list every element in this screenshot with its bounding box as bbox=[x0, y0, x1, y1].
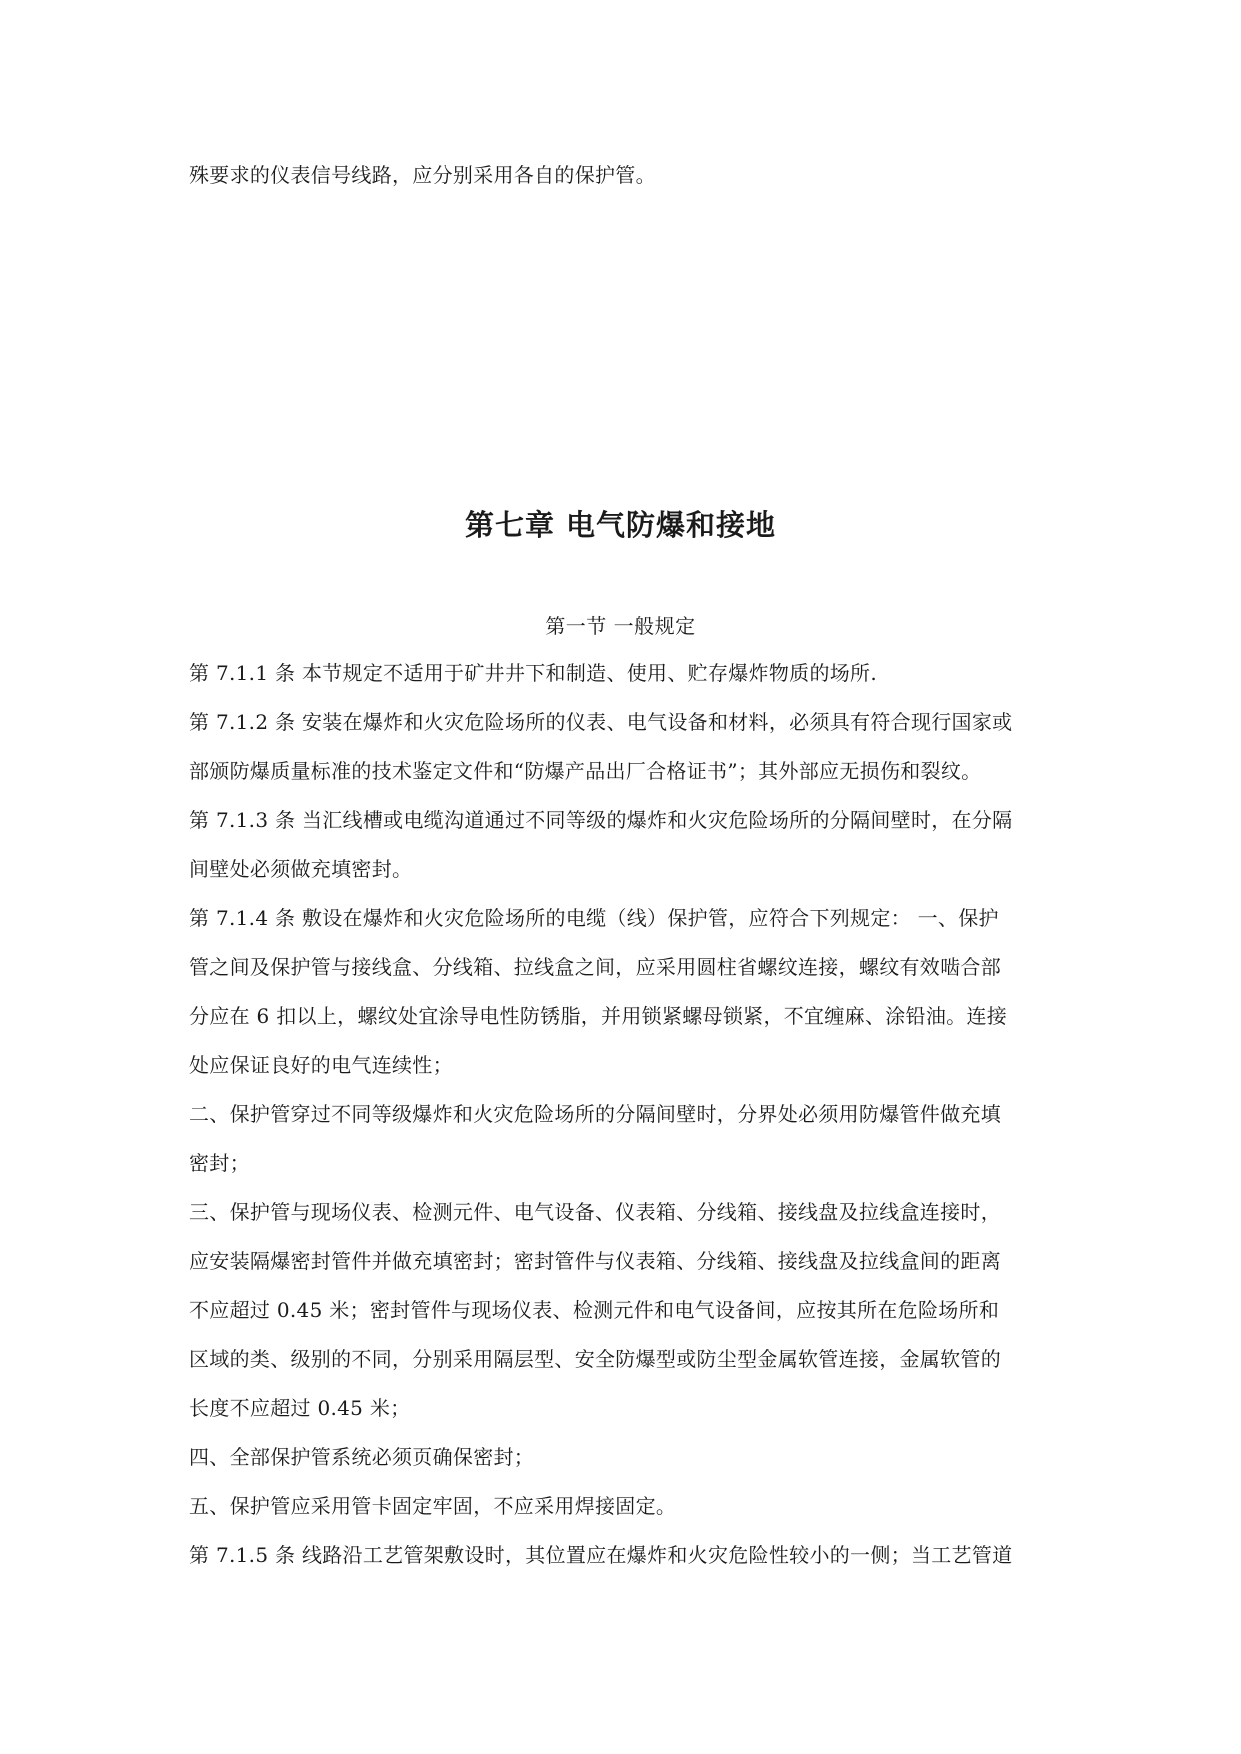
text-line: 不应超过 0.45 米；密封管件与现场仪表、检测元件和电气设备间，应按其所在危险场所和 bbox=[189, 1298, 1000, 1322]
text-line: 应安装隔爆密封管件并做充填密封；密封管件与仪表箱、分线箱、接线盘及拉线盒间的距离 bbox=[189, 1249, 1001, 1273]
text-line: 第 7.1.1 条 本节规定不适用于矿井井下和制造、使用、贮存爆炸物质的场所. bbox=[189, 661, 878, 685]
text-line: 第 7.1.4 条 敷设在爆炸和火灾危险场所的电缆（线）保护管，应符合下列规定： 一、保护 bbox=[189, 906, 999, 930]
text-line: 第 7.1.3 条 当汇线槽或电缆沟道通过不同等级的爆炸和火灾危险场所的分隔间壁时，在分隔 bbox=[189, 808, 1013, 832]
text-line: 区域的类、级别的不同，分别采用隔层型、安全防爆型或防尘型金属软管连接，金属软管的 bbox=[189, 1347, 1001, 1371]
text-line: 分应在 6 扣以上，螺纹处宜涂导电性防锈脂，并用锁紧螺母锁紧，不宜缠麻、涂铅油。连接 bbox=[189, 1004, 1008, 1028]
paragraph-continuation: 殊要求的仪表信号线路，应分别采用各自的保护管。 bbox=[189, 163, 656, 187]
text-line: 二、保护管穿过不同等级爆炸和火灾危险场所的分隔间壁时，分界处必须用防爆管件做充填 bbox=[189, 1102, 1001, 1126]
text-line: 部颁防爆质量标准的技术鉴定文件和“防爆产品出厂合格证书”；其外部应无损伤和裂纹。 bbox=[189, 759, 982, 783]
text-line: 长度不应超过 0.45 米； bbox=[189, 1396, 411, 1420]
text-line: 管之间及保护管与接线盒、分线箱、拉线盒之间，应采用圆柱省螺纹连接，螺纹有效啮合部 bbox=[189, 955, 1001, 979]
text-line: 第 7.1.2 条 安装在爆炸和火灾危险场所的仪表、电气设备和材料，必须具有符合现行国家或 bbox=[189, 710, 1013, 734]
text-line: 三、保护管与现场仪表、检测元件、电气设备、仪表箱、分线箱、接线盘及拉线盒连接时， bbox=[189, 1200, 1001, 1224]
text-line: 间壁处必须做充填密封。 bbox=[189, 857, 413, 881]
text-line: 处应保证良好的电气连续性； bbox=[189, 1053, 453, 1077]
text-line: 密封； bbox=[189, 1151, 250, 1175]
text-line: 五、保护管应采用管卡固定牢固，不应采用焊接固定。 bbox=[189, 1494, 677, 1518]
text-line: 四、全部保护管系统必须页确保密封； bbox=[189, 1445, 535, 1469]
text-line: 第 7.1.5 条 线路沿工艺管架敷设时，其位置应在爆炸和火灾危险性较小的一侧；当工艺管道 bbox=[189, 1543, 1013, 1567]
section-title: 第一节 一般规定 bbox=[545, 614, 696, 638]
chapter-title: 第七章 电气防爆和接地 bbox=[464, 508, 777, 542]
